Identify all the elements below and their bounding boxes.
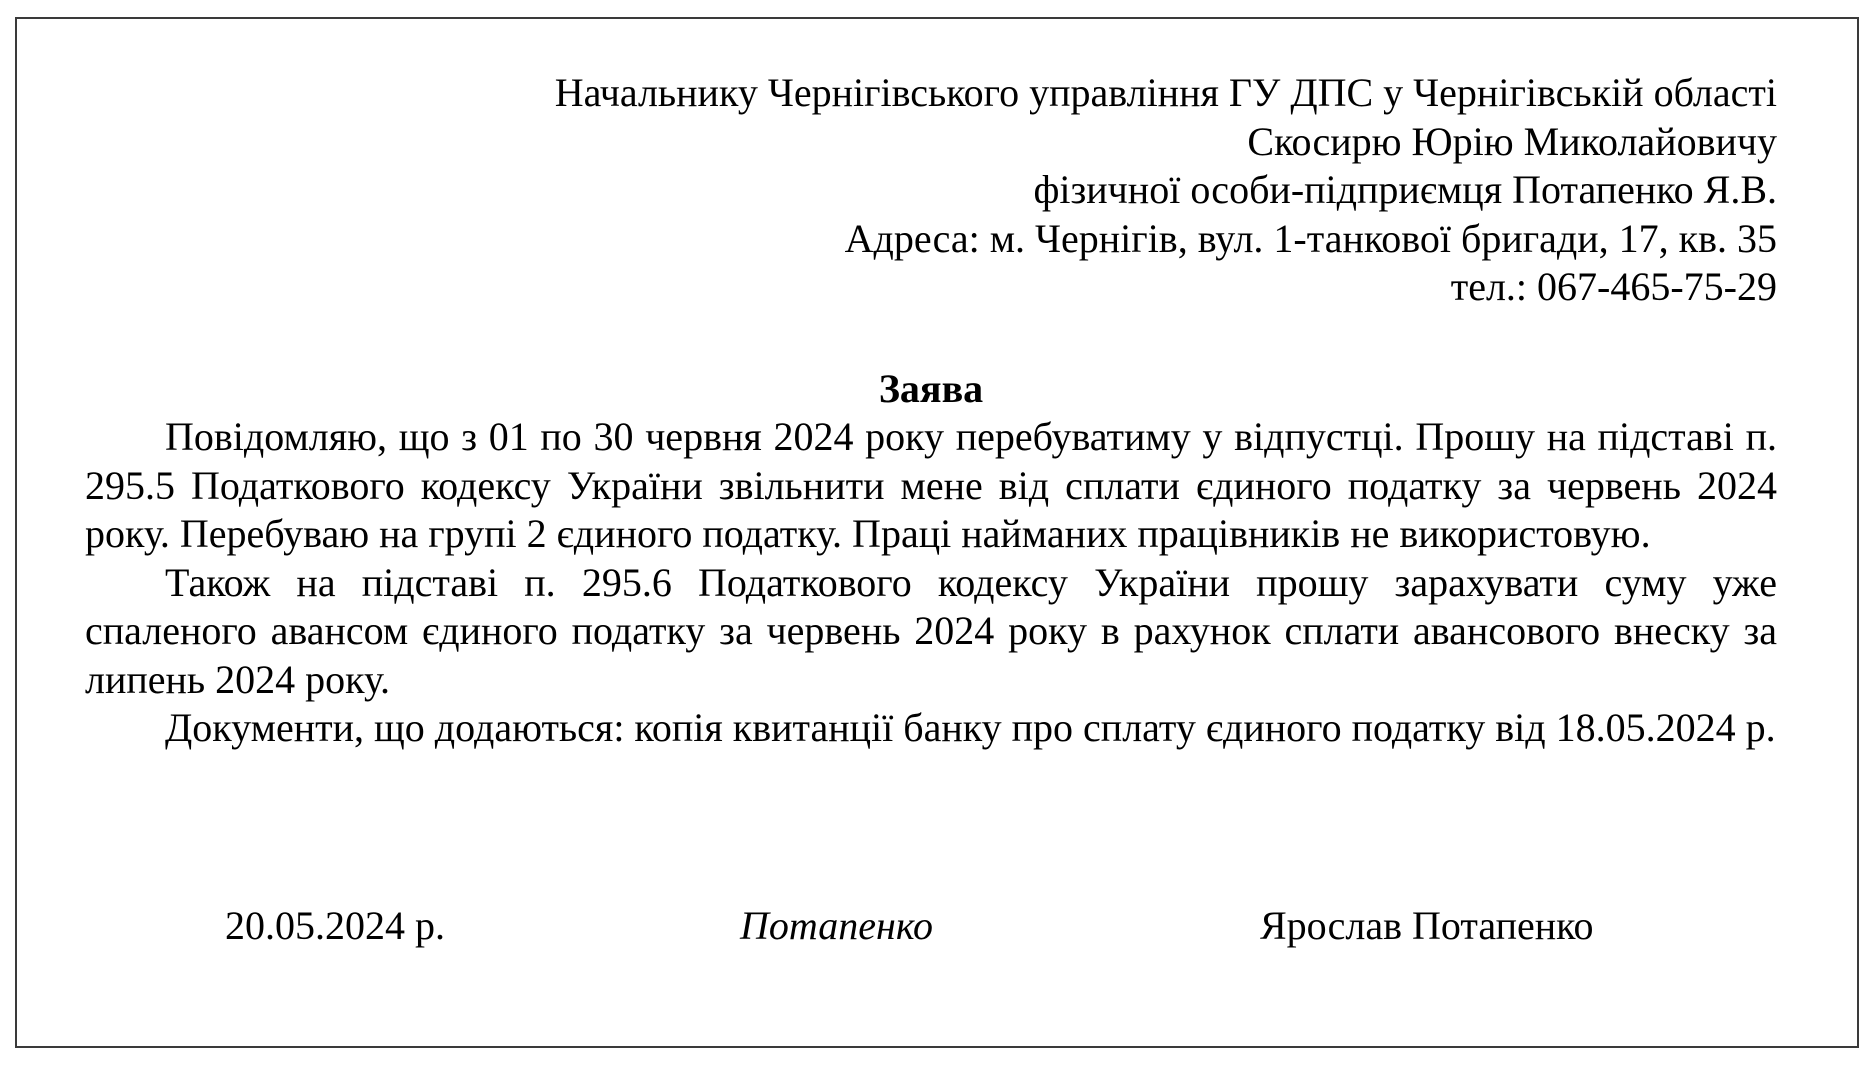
paragraph-vacation-notice: Повідомляю, що з 01 по 30 червня 2024 року перебуватиму у відпустці. Прошу на підставі п. 295.5 Податкового кодексу України звільнити мене від сплати єдиного податку за червень 2024 року. Перебуваю на групі 2 єдиного податку. Праці найманих працівників не використовую. [85, 414, 1777, 556]
paragraph-attachments: Документи, що додаються: копія квитанції банку про сплату єдиного податку від 18.05.2024 р. [165, 705, 1776, 750]
signature: Потапенко [740, 903, 934, 948]
addressee-phone: тел.: 067-465-75-29 [1450, 264, 1777, 309]
addressee-address: Адреса: м. Чернігів, вул. 1-танкової бригади, 17, кв. 35 [844, 215, 1777, 261]
document-title: Заява [878, 366, 984, 411]
addressee-recipient-name: Скосирю Юрію Миколайовичу [1247, 118, 1777, 164]
document-body [85, 413, 1777, 753]
addressee-block [85, 69, 1777, 312]
addressee-sender: фізичної особи-підприємця Потапенко Я.В. [1033, 167, 1777, 212]
signatory-full-name: Ярослав Потапенко [1260, 903, 1594, 948]
paragraph-advance-offset: Також на підставі п. 295.6 Податкового кодексу України прошу зарахувати суму уже спаленого авансом єдиного податку за червень 2024 року в рахунок сплати авансового внеску за липень 2024 року. [85, 559, 1777, 702]
signature-block [85, 902, 1777, 951]
signature-date: 20.05.2024 р. [225, 903, 445, 948]
addressee-recipient-title: Начальнику Чернігівського управління ГУ ДПС у Чернігівській області [554, 70, 1777, 115]
